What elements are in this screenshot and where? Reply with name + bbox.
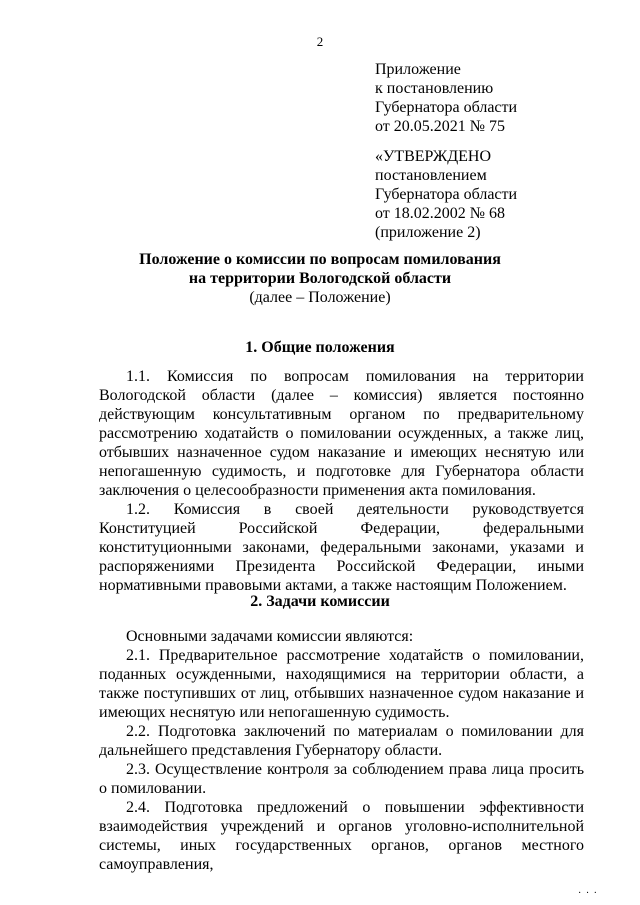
section-1-body [99, 367, 584, 595]
paragraph-1-2: 1.2. Комиссия в своей деятельности руководствуется Конституцией Российской Федерации, федеральными конституционными законами, федеральными законами, указами и распоряжениями Президента Российской Федерации, иными нормативными правовыми актами, а также настоящим Положением. [99, 501, 584, 594]
appendix-block [375, 60, 517, 136]
paragraph-1-1: 1.1. Комиссия по вопросам помилования на территории Вологодской области (далее – комиссия) является постоянно действующим консультативным органом по предварительному рассмотрению ходатайств о помиловании осужденных, а также лиц, отбывших назначенное судом наказание и имеющих неснятую или непогашенную судимость, и подготовке для Губернатора области заключения о целесообразности применения акта помилования. [99, 368, 584, 499]
paragraph-2-3: 2.3. Осуществление контроля за соблюдением права лица просить о помиловании. [99, 761, 584, 797]
appendix-line: Губернатора области [375, 99, 518, 116]
approved-line: «УТВЕРЖДЕНО [375, 148, 492, 165]
page-number: 2 [316, 34, 324, 49]
footer-dots: · · · [578, 888, 598, 899]
document-title [0, 250, 640, 307]
approved-block [375, 147, 517, 242]
paragraph-2-intro: Основными задачами комиссии являются: [126, 628, 414, 645]
title-line-2: на территории Вологодской области [188, 270, 452, 287]
paragraph-2-1: 2.1. Предварительное рассмотрение ходатайств о помиловании, поданных осужденными, находящимися на территории области, а также поступивших от лиц, отбывших назначенное судом наказание и имеющих неснятую или непогашенную судимость. [99, 647, 584, 721]
appendix-line: от 20.05.2021 № 75 [375, 118, 506, 135]
section-1-heading: 1. Общие положения [245, 339, 395, 356]
title-line-3: (далее – Положение) [249, 289, 391, 306]
section-2-body [99, 627, 584, 874]
section-2-heading: 2. Задачи комиссии [250, 593, 390, 610]
paragraph-2-2: 2.2. Подготовка заключений по материалам о помиловании для дальнейшего представления Губернатору области. [99, 723, 584, 759]
approved-line: Губернатора области [375, 186, 518, 203]
paragraph-2-4: 2.4. Подготовка предложений о повышении эффективности взаимодействия учреждений и органов уголовно-исполнительной системы, иных государственных органов, органов местного самоуправления, [99, 799, 584, 873]
approved-line: постановлением [375, 167, 487, 184]
appendix-line: к постановлению [375, 80, 494, 97]
appendix-line: Приложение [375, 61, 461, 78]
approved-line: от 18.02.2002 № 68 [375, 205, 506, 222]
approved-line: (приложение 2) [375, 224, 481, 241]
title-line-1: Положение о комиссии по вопросам помилования [139, 251, 501, 268]
